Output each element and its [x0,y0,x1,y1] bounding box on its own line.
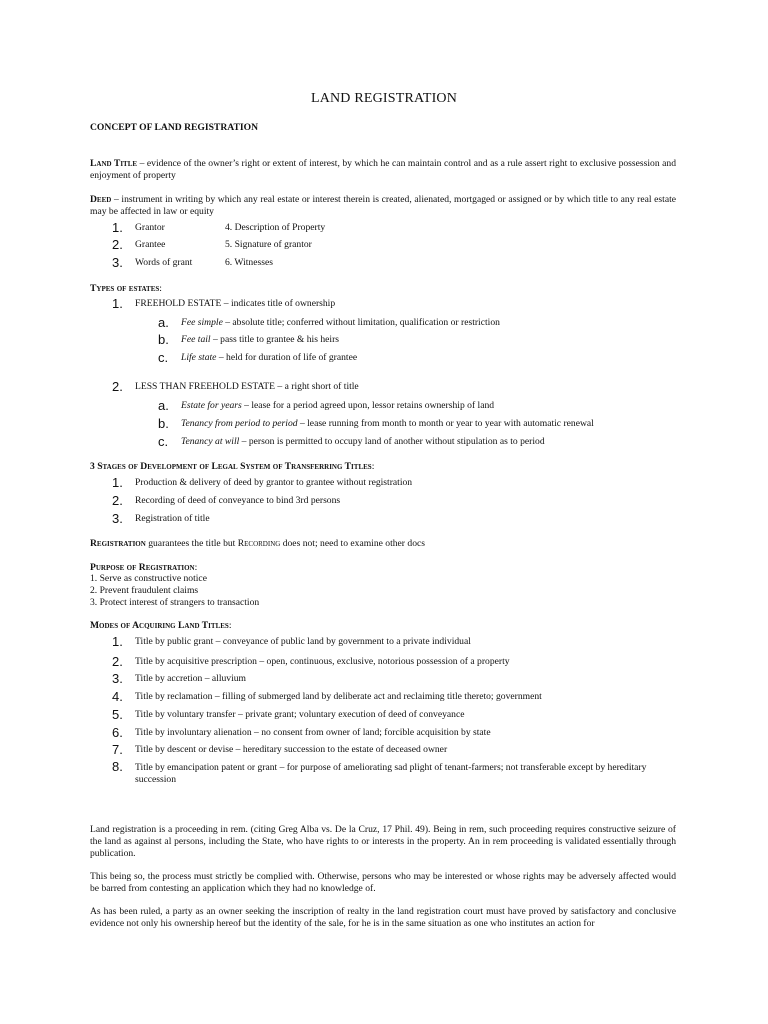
sub-list-item [181,317,500,329]
list-item: Words of grant [135,257,193,268]
mode-item: Title by voluntary transfer – private grant; voluntary execution of deed of conveyance [135,709,465,720]
recording-term: Recording [237,538,281,549]
purpose-heading-text: Purpose of Registration [90,562,195,573]
estate-def: – pass title to grantee & his heirs [210,334,340,345]
list-number: 8. [112,759,123,774]
heading-colon: : [371,461,375,472]
sub-list-item [181,352,357,364]
deed-text: – instrument in writing by which any real estate or interest therein is created, alienated, mortgaged or assigned or by which title to any real estate may be affected in law or equity [90,194,676,217]
mode-item: Title by involuntary alienation – no consent from owner of land; forcible acquisition by state [135,727,491,738]
body-paragraph: Land registration is a proceeding in rem. (citing Greg Alba vs. De la Cruz, 17 Phil. 49). Being in rem, such proceeding requires constructive seizure of the land as against al persons, including the State, who have rights to or interests in the property. An in rem proceeding is validated essentially through publication. [90,824,676,859]
estate-def: – lease running from month to month or year to year with automatic renewal [297,418,594,429]
modes-heading [90,620,231,632]
deed-term: Deed [90,194,112,205]
list-item: Production & delivery of deed by grantor to grantee without registration [135,477,413,488]
list-number: 1. [112,220,123,235]
sub-list-item [181,334,339,346]
mode-item: Title by descent or devise – hereditary succession to the estate of deceased owner [135,744,448,755]
list-letter: a. [158,315,169,330]
list-item: 6. Witnesses [225,257,273,268]
list-item: Grantee [135,239,166,250]
list-number: 2. [112,379,123,394]
heading-colon: : [159,283,162,294]
list-letter: c. [158,434,169,449]
deed-definition [90,194,676,218]
note-text: guarantees the title but [145,538,238,549]
mode-item: Title by emancipation patent or grant – for purpose of ameliorating sad plight of tenant-farmers; not transferable except by hereditary succession [135,762,647,785]
sub-list-item [181,400,494,412]
list-number: 2. [112,654,123,669]
estate-def: – absolute title; conferred without limitation, qualification or restriction [222,317,500,328]
freehold-estate-item: FREEHOLD ESTATE – indicates title of ownership [135,298,336,309]
list-number: 4. [112,689,123,704]
estate-term: Tenancy at will [181,436,240,447]
list-letter: b. [158,332,169,347]
list-number: 1. [112,634,123,649]
mode-item: Title by acquisitive prescription – open, continuous, exclusive, notorious possession of a property [135,656,510,667]
body-paragraph: As has been ruled, a party as an owner seeking the inscription of realty in the land registration court must have proved by satisfactory and conclusive evidence not only his ownership hereof but the identity of the sale, for he is in the same situation as one who institutes an action for [90,906,676,929]
body-paragraph: This being so, the process must strictly be complied with. Otherwise, persons who may be interested or whose rights may be adversely affected would be barred from contesting an application which they had no knowledge of. [90,871,676,894]
purpose-item: 1. Serve as constructive notice [90,573,207,584]
purpose-item: 2. Prevent fraudulent claims [90,585,199,596]
list-item: Registration of title [135,513,210,524]
concept-heading: CONCEPT OF LAND REGISTRATION [90,122,259,133]
estate-term: Fee simple [181,317,223,328]
list-item: 5. Signature of grantor [225,239,312,250]
estate-def: – lease for a period agreed upon, lessor retains ownership of land [241,400,495,411]
estate-term: Tenancy from period to period [181,418,298,429]
list-number: 2. [112,237,123,252]
less-than-freehold-item: LESS THAN FREEHOLD ESTATE – a right short of title [135,381,359,392]
registration-term: Registration [90,538,146,549]
mode-item: Title by reclamation – filling of submerged land by deliberate act and reclaiming title thereto; government [135,691,542,702]
list-number: 3. [112,255,123,270]
types-heading [90,283,162,295]
page-title: LAND REGISTRATION [310,91,458,106]
stages-heading [90,461,374,473]
list-number: 3. [112,671,123,686]
sub-list-item [181,418,594,430]
land-title-definition [90,158,676,182]
mode-item: Title by accretion – alluvium [135,673,247,684]
list-number: 7. [112,742,123,757]
land-title-term: Land Title [90,158,138,169]
stages-heading-text: 3 Stages of Development of Legal System of Transferring Titles [90,461,372,472]
list-number: 1. [112,475,123,490]
sub-list-item [181,436,545,448]
estate-def: – held for duration of life of grantee [216,352,358,363]
list-number: 6. [112,725,123,740]
estate-term: Life state [181,352,217,363]
purpose-item: 3. Protect interest of strangers to transaction [90,597,260,608]
list-letter: a. [158,398,169,413]
list-number: 2. [112,493,123,508]
list-number: 5. [112,707,123,722]
mode-item: Title by public grant – conveyance of public land by government to a private individual [135,636,471,647]
heading-colon: : [228,620,232,631]
list-item: 4. Description of Property [225,222,326,233]
list-item: Grantor [135,222,165,233]
types-heading-text: Types of estates [90,283,160,294]
list-letter: c. [158,350,169,365]
note-text: does not; need to examine other docs [280,538,425,549]
land-title-text: – evidence of the owner’s right or extent of interest, by which he can maintain control and as a rule assert right to exclusive possession and enjoyment of property [90,158,677,181]
heading-colon: : [194,562,198,573]
list-number: 3. [112,511,123,526]
list-letter: b. [158,416,169,431]
list-number: 1. [112,296,123,311]
list-item: Recording of deed of conveyance to bind 3rd persons [135,495,341,506]
estate-term: Estate for years [181,400,242,411]
estate-term: Fee tail [181,334,211,345]
modes-heading-text: Modes of Acquiring Land Titles [90,620,229,631]
estate-def: – person is permitted to occupy land of another without stipulation as to period [239,436,545,447]
registration-note [90,538,425,550]
